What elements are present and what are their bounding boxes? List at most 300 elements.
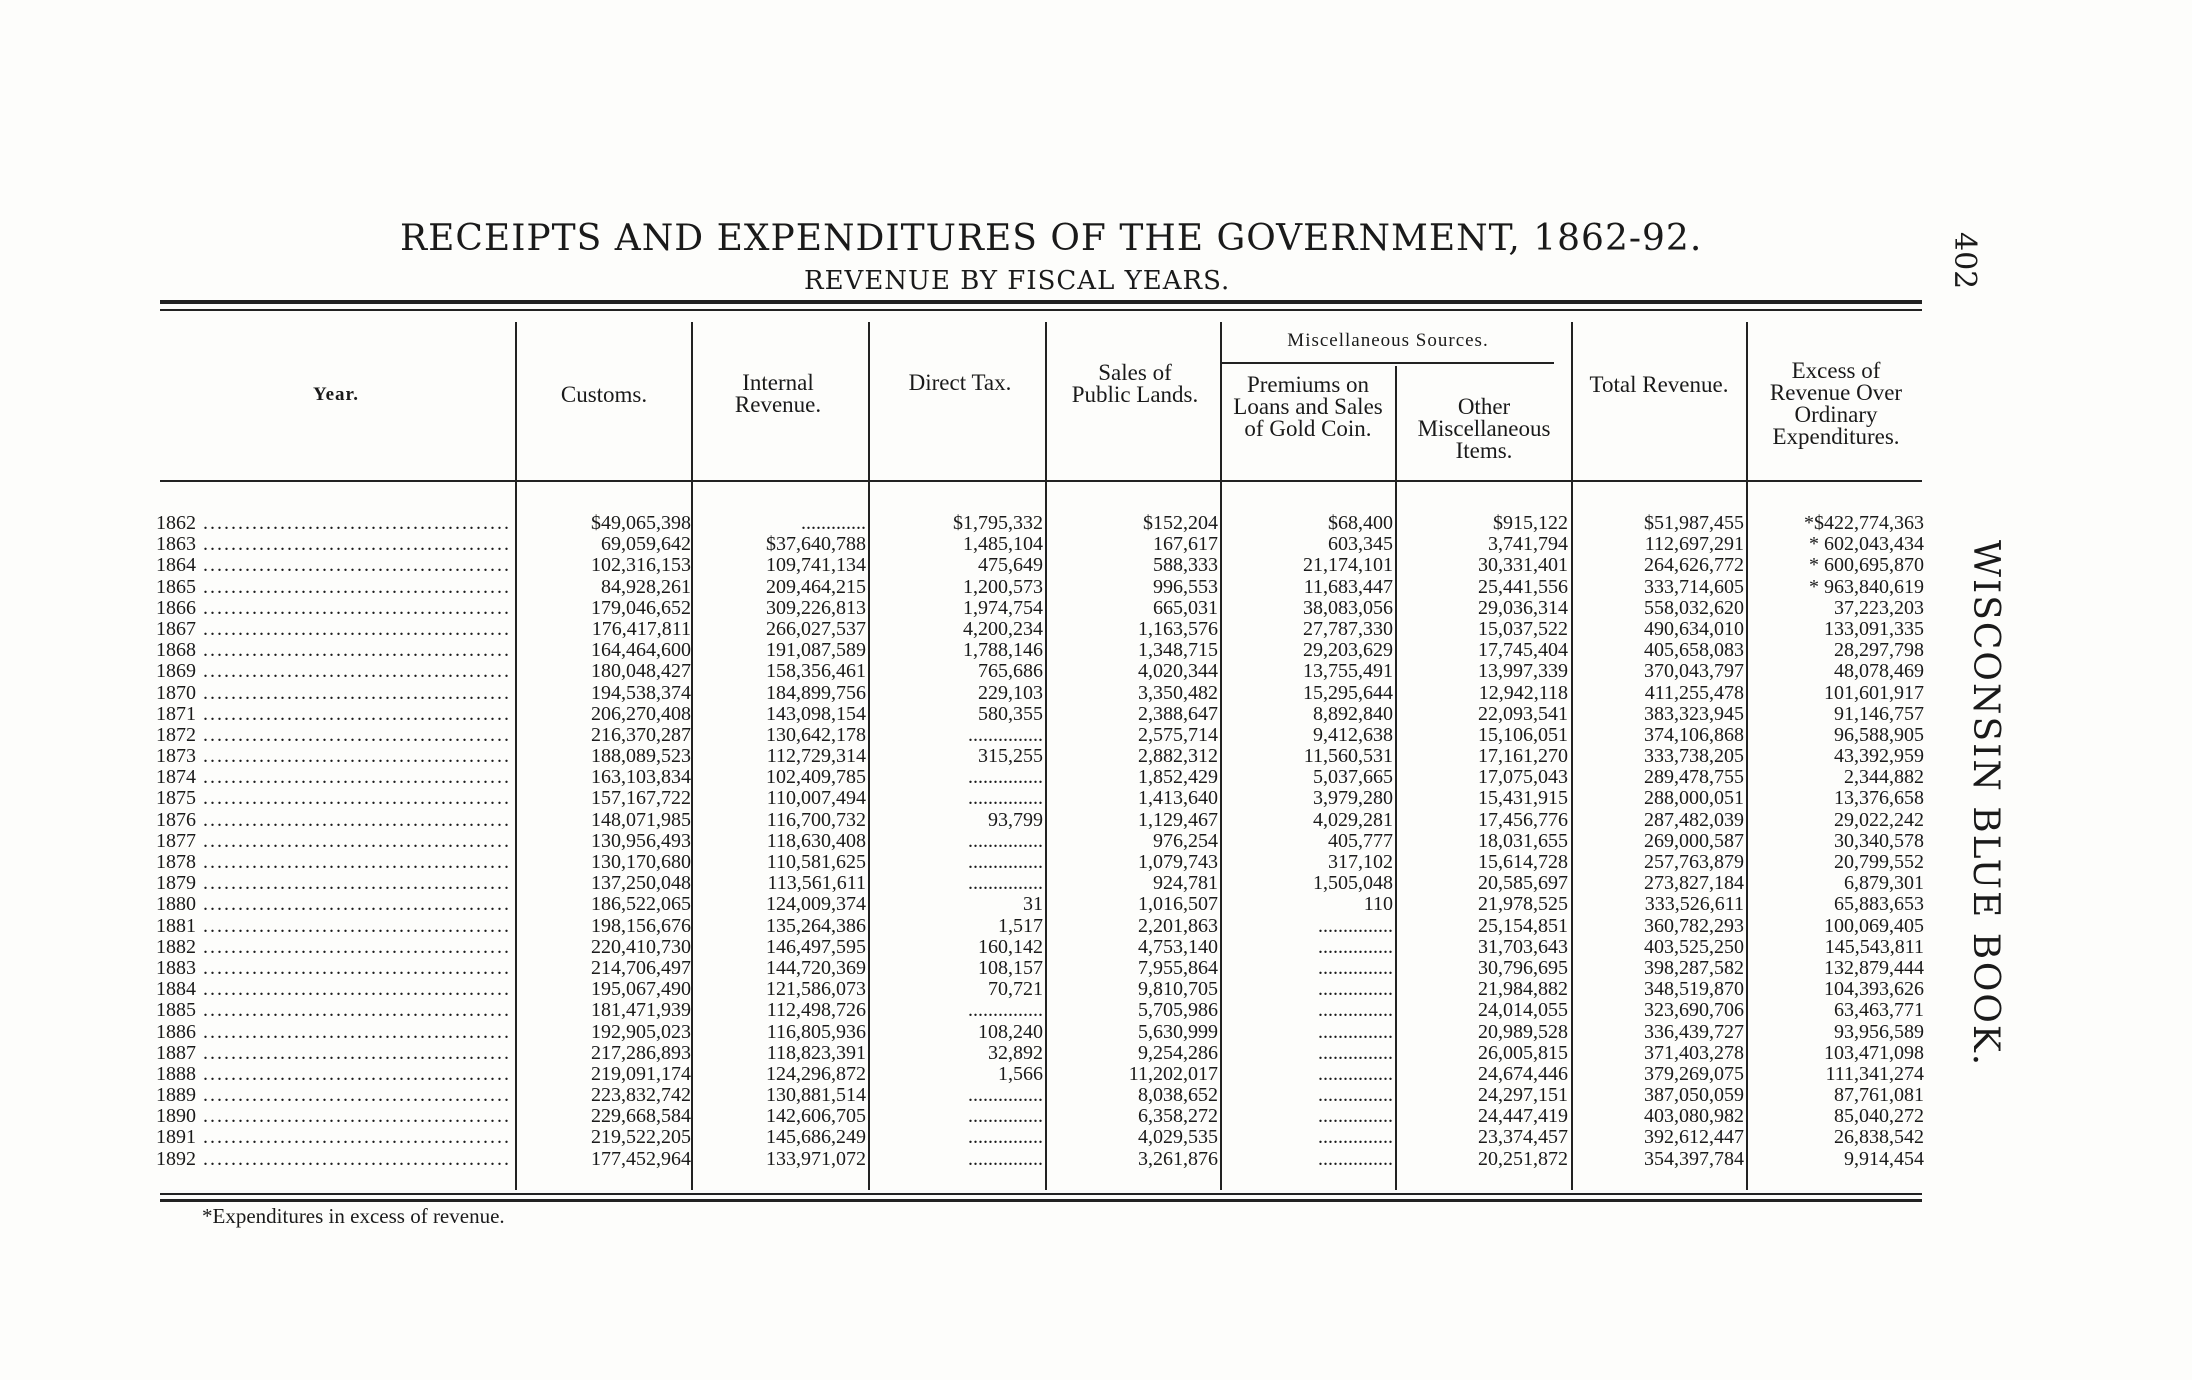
cell-customs: 176,417,811: [591, 617, 691, 640]
page-subtitle: REVENUE BY FISCAL YEARS.: [804, 266, 1231, 296]
cell-total-revenue: 348,519,870: [1644, 978, 1744, 1001]
cell-public-lands: 924,781: [1153, 872, 1218, 895]
cell-total-revenue: 374,106,868: [1644, 723, 1744, 746]
table-row: [156, 937, 1926, 958]
cell-premiums: 21,174,101: [1303, 554, 1393, 577]
header-misc-sources: Miscellaneous Sources.: [1287, 330, 1489, 351]
table-row: [156, 852, 1926, 873]
cell-excess: 63,463,771: [1834, 999, 1924, 1022]
cell-excess: *$422,774,363: [1804, 512, 1924, 534]
cell-excess: 29,022,242: [1834, 808, 1924, 831]
cell-premiums: 317,102: [1328, 851, 1393, 873]
cell-excess: 30,340,578: [1834, 829, 1924, 852]
cell-customs: $49,065,398: [591, 512, 691, 534]
cell-excess: 28,297,798: [1834, 639, 1924, 662]
cell-internal-revenue: 118,630,408: [766, 829, 866, 852]
cell-internal-revenue: 133,971,072: [766, 1147, 866, 1170]
header-total-revenue: Total Revenue.: [1589, 372, 1729, 397]
cell-other-misc: $915,122: [1493, 512, 1568, 534]
cell-public-lands: $152,204: [1143, 512, 1218, 534]
cell-excess: 104,393,626: [1824, 978, 1924, 1001]
cell-total-revenue: $51,987,455: [1644, 512, 1744, 534]
table-row: [156, 831, 1926, 852]
table-row: [156, 788, 1926, 809]
cell-year: 1882 .....: [156, 937, 511, 958]
cell-public-lands: 1,079,743: [1138, 851, 1218, 873]
cell-other-misc: 13,997,339: [1478, 660, 1568, 683]
cell-excess: * 602,043,434: [1809, 533, 1924, 556]
cell-premiums: 11,560,531: [1303, 745, 1393, 768]
cell-excess: 132,879,444: [1824, 956, 1924, 979]
cell-internal-revenue: 116,805,936: [766, 1020, 866, 1043]
cell-other-misc: 26,005,815: [1478, 1041, 1568, 1064]
side-title: WISCONSIN BLUE BOOK.: [1965, 540, 2006, 1068]
cell-premiums: ...............: [1318, 935, 1393, 958]
cell-direct-tax: 1,974,754: [963, 596, 1043, 619]
cell-total-revenue: 354,397,784: [1644, 1147, 1744, 1170]
cell-total-revenue: 264,626,772: [1644, 554, 1744, 577]
cell-public-lands: 6,358,272: [1138, 1105, 1218, 1128]
cell-total-revenue: 112,697,291: [1644, 533, 1744, 556]
cell-other-misc: 15,106,051: [1478, 723, 1568, 746]
cell-customs: 177,452,964: [591, 1147, 691, 1170]
header-rule: [160, 480, 1922, 482]
cell-customs: 130,170,680: [591, 851, 691, 873]
table-row: [156, 513, 1926, 534]
cell-public-lands: 7,955,864: [1138, 956, 1218, 979]
cell-premiums: 27,787,330: [1303, 617, 1393, 640]
cell-year: 1891 .....: [156, 1127, 511, 1148]
cell-total-revenue: 490,634,010: [1644, 617, 1744, 640]
cell-public-lands: 3,350,482: [1138, 681, 1218, 704]
cell-public-lands: 8,038,652: [1138, 1084, 1218, 1107]
table-row: [156, 534, 1926, 555]
cell-other-misc: 20,585,697: [1478, 872, 1568, 895]
cell-customs: 219,091,174: [591, 1062, 691, 1085]
cell-customs: 180,048,427: [591, 660, 691, 683]
cell-premiums: 4,029,281: [1313, 808, 1393, 831]
cell-excess: 13,376,658: [1834, 787, 1924, 810]
cell-public-lands: 1,016,507: [1138, 893, 1218, 916]
cell-premiums: ...............: [1318, 978, 1393, 1001]
cell-total-revenue: 336,439,727: [1644, 1020, 1744, 1043]
header-year: Year.: [313, 384, 359, 405]
cell-year: 1871 .....: [156, 704, 511, 725]
cell-public-lands: 2,575,714: [1138, 723, 1218, 746]
cell-customs: 195,067,490: [591, 978, 691, 1001]
table-row: [156, 746, 1926, 767]
cell-customs: 188,089,523: [591, 745, 691, 768]
cell-public-lands: 4,020,344: [1138, 660, 1218, 683]
cell-internal-revenue: 118,823,391: [766, 1041, 866, 1064]
cell-direct-tax: 229,103: [978, 681, 1043, 704]
table-row: [156, 1043, 1926, 1064]
cell-public-lands: 1,129,467: [1138, 808, 1218, 831]
cell-total-revenue: 392,612,447: [1644, 1126, 1744, 1149]
table-row: [156, 810, 1926, 831]
cell-excess: * 963,840,619: [1809, 575, 1924, 598]
cell-other-misc: 23,374,457: [1478, 1126, 1568, 1149]
table-row: [156, 577, 1926, 598]
cell-customs: 164,464,600: [591, 639, 691, 662]
cell-other-misc: 12,942,118: [1478, 681, 1568, 704]
cell-excess: 43,392,959: [1834, 745, 1924, 768]
table-row: [156, 873, 1926, 894]
cell-premiums: ...............: [1318, 914, 1393, 937]
table-row: [156, 979, 1926, 1000]
cell-internal-revenue: .............: [801, 512, 866, 534]
cell-other-misc: 18,031,655: [1478, 829, 1568, 852]
header-premiums: Premiums on Loans and Sales of Gold Coin.: [1233, 372, 1383, 441]
table-row: [156, 1000, 1926, 1021]
cell-year: 1868 .....: [156, 640, 511, 661]
cell-internal-revenue: 158,356,461: [766, 660, 866, 683]
table-row: [156, 725, 1926, 746]
header-customs: Customs.: [560, 382, 648, 407]
cell-other-misc: 20,989,528: [1478, 1020, 1568, 1043]
cell-internal-revenue: 266,027,537: [766, 617, 866, 640]
header-other-misc: Other Miscellaneous Items.: [1417, 394, 1551, 463]
cell-total-revenue: 333,714,605: [1644, 575, 1744, 598]
cell-other-misc: 24,014,055: [1478, 999, 1568, 1022]
cell-excess: 100,069,405: [1824, 914, 1924, 937]
cell-premiums: ...............: [1318, 999, 1393, 1022]
cell-direct-tax: ...............: [968, 766, 1043, 789]
cell-customs: 181,471,939: [591, 999, 691, 1022]
cell-public-lands: 665,031: [1153, 596, 1218, 619]
cell-public-lands: 588,333: [1153, 554, 1218, 577]
cell-year: 1883 .....: [156, 958, 511, 979]
cell-premiums: ...............: [1318, 1105, 1393, 1128]
cell-excess: 37,223,203: [1834, 596, 1924, 619]
cell-premiums: 1,505,048: [1313, 872, 1393, 895]
revenue-table-body: [156, 513, 1926, 1170]
cell-internal-revenue: 110,007,494: [766, 787, 866, 810]
cell-public-lands: 9,254,286: [1138, 1041, 1218, 1064]
header-public-lands: Sales of Public Lands.: [1071, 360, 1199, 407]
cell-year: 1875 .....: [156, 788, 511, 809]
cell-customs: 186,522,065: [591, 893, 691, 916]
cell-year: 1887 .....: [156, 1043, 511, 1064]
table-row: [156, 1022, 1926, 1043]
cell-total-revenue: 398,287,582: [1644, 956, 1744, 979]
cell-direct-tax: 32,892: [988, 1041, 1043, 1064]
cell-total-revenue: 257,763,879: [1644, 851, 1744, 873]
cell-direct-tax: 1,566: [998, 1062, 1043, 1085]
cell-customs: 102,316,153: [591, 554, 691, 577]
table-row: [156, 683, 1926, 704]
cell-year: 1877 .....: [156, 831, 511, 852]
cell-premiums: $68,400: [1328, 512, 1393, 534]
cell-total-revenue: 411,255,478: [1644, 681, 1744, 704]
cell-public-lands: 167,617: [1153, 533, 1218, 556]
bottom-rule-thick: [160, 1199, 1922, 1202]
bottom-rule-thin: [160, 1193, 1922, 1195]
cell-public-lands: 1,413,640: [1138, 787, 1218, 810]
cell-direct-tax: 475,649: [978, 554, 1043, 577]
cell-total-revenue: 323,690,706: [1644, 999, 1744, 1022]
cell-excess: 145,543,811: [1824, 935, 1924, 958]
table-row: [156, 767, 1926, 788]
cell-internal-revenue: 109,741,134: [766, 554, 866, 577]
cell-direct-tax: $1,795,332: [953, 512, 1043, 534]
cell-customs: 69,059,642: [601, 533, 691, 556]
cell-other-misc: 25,441,556: [1478, 575, 1568, 598]
cell-other-misc: 21,978,525: [1478, 893, 1568, 916]
cell-total-revenue: 269,000,587: [1644, 829, 1744, 852]
cell-year: 1889 .....: [156, 1085, 511, 1106]
misc-sub-rule: [1222, 362, 1554, 364]
cell-other-misc: 17,161,270: [1478, 745, 1568, 768]
cell-other-misc: 30,796,695: [1478, 956, 1568, 979]
cell-customs: 163,103,834: [591, 766, 691, 789]
table-row: [156, 958, 1926, 979]
cell-total-revenue: 383,323,945: [1644, 702, 1744, 725]
cell-premiums: 405,777: [1328, 829, 1393, 852]
cell-customs: 229,668,584: [591, 1105, 691, 1128]
cell-year: 1869 .....: [156, 661, 511, 682]
cell-year: 1863 .....: [156, 534, 511, 555]
cell-direct-tax: 31: [1023, 893, 1043, 916]
cell-public-lands: 4,029,535: [1138, 1126, 1218, 1149]
cell-internal-revenue: 112,729,314: [766, 745, 866, 768]
cell-premiums: 11,683,447: [1303, 575, 1393, 598]
cell-internal-revenue: 102,409,785: [766, 766, 866, 789]
cell-direct-tax: 93,799: [988, 808, 1043, 831]
table-row: [156, 1149, 1926, 1170]
cell-internal-revenue: 146,497,595: [766, 935, 866, 958]
cell-internal-revenue: 110,581,625: [766, 851, 866, 873]
cell-direct-tax: ...............: [968, 999, 1043, 1022]
cell-year: 1881 .....: [156, 916, 511, 937]
cell-direct-tax: 1,788,146: [963, 639, 1043, 662]
table-row: [156, 619, 1926, 640]
cell-other-misc: 24,297,151: [1478, 1084, 1568, 1107]
cell-year: 1873 .....: [156, 746, 511, 767]
cell-excess: 101,601,917: [1824, 681, 1924, 704]
cell-customs: 148,071,985: [591, 808, 691, 831]
cell-year: 1880 .....: [156, 894, 511, 915]
cell-excess: 103,471,098: [1824, 1041, 1924, 1064]
table-row: [156, 1127, 1926, 1148]
cell-excess: 111,341,274: [1825, 1062, 1924, 1085]
header-internal-revenue: Internal Revenue.: [734, 370, 822, 417]
cell-other-misc: 17,456,776: [1478, 808, 1568, 831]
cell-excess: 133,091,335: [1824, 617, 1924, 640]
cell-excess: 48,078,469: [1834, 660, 1924, 683]
cell-public-lands: 4,753,140: [1138, 935, 1218, 958]
cell-excess: 6,879,301: [1844, 872, 1924, 895]
top-rule-thick: [160, 300, 1922, 304]
cell-other-misc: 17,745,404: [1478, 639, 1568, 662]
cell-excess: 87,761,081: [1834, 1084, 1924, 1107]
table-row: [156, 598, 1926, 619]
cell-internal-revenue: 116,700,732: [766, 808, 866, 831]
cell-customs: 206,270,408: [591, 702, 691, 725]
cell-customs: 192,905,023: [591, 1020, 691, 1043]
cell-excess: 26,838,542: [1834, 1126, 1924, 1149]
cell-internal-revenue: 144,720,369: [766, 956, 866, 979]
cell-direct-tax: 4,200,234: [963, 617, 1043, 640]
cell-customs: 220,410,730: [591, 935, 691, 958]
cell-direct-tax: ...............: [968, 829, 1043, 852]
cell-internal-revenue: 184,899,756: [766, 681, 866, 704]
cell-customs: 216,370,287: [591, 723, 691, 746]
cell-public-lands: 3,261,876: [1138, 1147, 1218, 1170]
table-row: [156, 661, 1926, 682]
cell-direct-tax: 1,485,104: [963, 533, 1043, 556]
cell-premiums: ...............: [1318, 1126, 1393, 1149]
cell-year: 1870 .....: [156, 683, 511, 704]
footnote: *Expenditures in excess of revenue.: [202, 1204, 505, 1228]
cell-premiums: 15,295,644: [1303, 681, 1393, 704]
cell-total-revenue: 333,526,611: [1644, 893, 1744, 916]
cell-internal-revenue: 130,642,178: [766, 723, 866, 746]
table-row: [156, 640, 1926, 661]
cell-direct-tax: ...............: [968, 1105, 1043, 1128]
cell-public-lands: 2,882,312: [1138, 745, 1218, 768]
cell-internal-revenue: 191,087,589: [766, 639, 866, 662]
cell-customs: 214,706,497: [591, 956, 691, 979]
cell-direct-tax: ...............: [968, 723, 1043, 746]
cell-premiums: ...............: [1318, 1062, 1393, 1085]
cell-other-misc: 30,331,401: [1478, 554, 1568, 577]
cell-year: 1876 .....: [156, 810, 511, 831]
cell-other-misc: 29,036,314: [1478, 596, 1568, 619]
cell-premiums: ...............: [1318, 1041, 1393, 1064]
cell-other-misc: 24,447,419: [1478, 1105, 1568, 1128]
cell-excess: 85,040,272: [1834, 1105, 1924, 1128]
cell-total-revenue: 403,525,250: [1644, 935, 1744, 958]
cell-direct-tax: ...............: [968, 1147, 1043, 1170]
table-row: [156, 1085, 1926, 1106]
cell-other-misc: 15,037,522: [1478, 617, 1568, 640]
cell-premiums: 8,892,840: [1313, 702, 1393, 725]
cell-direct-tax: 315,255: [978, 745, 1043, 768]
cell-year: 1885 .....: [156, 1000, 511, 1021]
cell-excess: 93,956,589: [1834, 1020, 1924, 1043]
cell-direct-tax: ...............: [968, 851, 1043, 873]
cell-internal-revenue: 142,606,705: [766, 1105, 866, 1128]
cell-excess: 96,588,905: [1834, 723, 1924, 746]
cell-other-misc: 21,984,882: [1478, 978, 1568, 1001]
cell-internal-revenue: 135,264,386: [766, 914, 866, 937]
cell-customs: 84,928,261: [601, 575, 691, 598]
cell-premiums: 603,345: [1328, 533, 1393, 556]
cell-customs: 219,522,205: [591, 1126, 691, 1149]
cell-internal-revenue: 113,561,611: [767, 872, 866, 895]
table-row: [156, 1064, 1926, 1085]
cell-premiums: ...............: [1318, 1084, 1393, 1107]
cell-direct-tax: 160,142: [978, 935, 1043, 958]
cell-other-misc: 17,075,043: [1478, 766, 1568, 789]
cell-year: 1884 .....: [156, 979, 511, 1000]
cell-premiums: 110: [1363, 893, 1393, 916]
cell-direct-tax: 1,517: [998, 914, 1043, 937]
table-row: [156, 704, 1926, 725]
cell-direct-tax: 108,157: [978, 956, 1043, 979]
table-row: [156, 1106, 1926, 1127]
cell-direct-tax: ...............: [968, 1126, 1043, 1149]
cell-direct-tax: ...............: [968, 1084, 1043, 1107]
cell-public-lands: 1,348,715: [1138, 639, 1218, 662]
cell-year: 1862 .....: [156, 513, 511, 534]
cell-premiums: 38,083,056: [1303, 596, 1393, 619]
cell-public-lands: 976,254: [1153, 829, 1218, 852]
cell-other-misc: 15,614,728: [1478, 851, 1568, 873]
table-row: [156, 916, 1926, 937]
cell-premiums: 5,037,665: [1313, 766, 1393, 789]
cell-excess: 20,799,552: [1834, 851, 1924, 873]
cell-total-revenue: 273,827,184: [1644, 872, 1744, 895]
cell-public-lands: 2,388,647: [1138, 702, 1218, 725]
cell-year: 1874 .....: [156, 767, 511, 788]
page-number: 402: [1947, 232, 1982, 290]
cell-direct-tax: ...............: [968, 787, 1043, 810]
cell-year: 1892 .....: [156, 1149, 511, 1170]
cell-year: 1879 .....: [156, 873, 511, 894]
cell-premiums: 9,412,638: [1313, 723, 1393, 746]
cell-internal-revenue: 121,586,073: [766, 978, 866, 1001]
cell-total-revenue: 333,738,205: [1644, 745, 1744, 768]
cell-total-revenue: 379,269,075: [1644, 1062, 1744, 1085]
cell-internal-revenue: 124,296,872: [766, 1062, 866, 1085]
cell-year: 1867 .....: [156, 619, 511, 640]
cell-direct-tax: 765,686: [978, 660, 1043, 683]
cell-internal-revenue: 143,098,154: [766, 702, 866, 725]
cell-other-misc: 25,154,851: [1478, 914, 1568, 937]
cell-premiums: 29,203,629: [1303, 639, 1393, 662]
cell-year: 1864 .....: [156, 555, 511, 576]
cell-customs: 198,156,676: [591, 914, 691, 937]
cell-total-revenue: 360,782,293: [1644, 914, 1744, 937]
cell-customs: 217,286,893: [591, 1041, 691, 1064]
cell-customs: 137,250,048: [591, 872, 691, 895]
cell-year: 1886 .....: [156, 1022, 511, 1043]
cell-internal-revenue: 130,881,514: [766, 1084, 866, 1107]
cell-internal-revenue: $37,640,788: [766, 533, 866, 556]
cell-direct-tax: 108,240: [978, 1020, 1043, 1043]
cell-year: 1878 .....: [156, 852, 511, 873]
cell-excess: 9,914,454: [1844, 1147, 1924, 1170]
cell-internal-revenue: 112,498,726: [766, 999, 866, 1022]
cell-total-revenue: 387,050,059: [1644, 1084, 1744, 1107]
cell-internal-revenue: 209,464,215: [766, 575, 866, 598]
cell-excess: * 600,695,870: [1809, 554, 1924, 577]
cell-customs: 223,832,742: [591, 1084, 691, 1107]
cell-direct-tax: 580,355: [978, 702, 1043, 725]
cell-public-lands: 11,202,017: [1128, 1062, 1218, 1085]
cell-other-misc: 22,093,541: [1478, 702, 1568, 725]
cell-total-revenue: 403,080,982: [1644, 1105, 1744, 1128]
header-excess: Excess of Revenue Over Ordinary Expenditures.: [1769, 358, 1903, 449]
cell-year: 1872 .....: [156, 725, 511, 746]
page-title: RECEIPTS AND EXPENDITURES OF THE GOVERNMENT, 1862-92.: [400, 218, 1703, 259]
cell-public-lands: 996,553: [1153, 575, 1218, 598]
cell-premiums: ...............: [1318, 956, 1393, 979]
cell-other-misc: 31,703,643: [1478, 935, 1568, 958]
cell-internal-revenue: 124,009,374: [766, 893, 866, 916]
cell-premiums: 13,755,491: [1303, 660, 1393, 683]
cell-direct-tax: ...............: [968, 872, 1043, 895]
cell-year: 1865 .....: [156, 577, 511, 598]
cell-total-revenue: 287,482,039: [1644, 808, 1744, 831]
cell-direct-tax: 70,721: [988, 978, 1043, 1001]
cell-excess: 91,146,757: [1834, 702, 1924, 725]
cell-premiums: ...............: [1318, 1147, 1393, 1170]
cell-total-revenue: 558,032,620: [1644, 596, 1744, 619]
cell-total-revenue: 405,658,083: [1644, 639, 1744, 662]
